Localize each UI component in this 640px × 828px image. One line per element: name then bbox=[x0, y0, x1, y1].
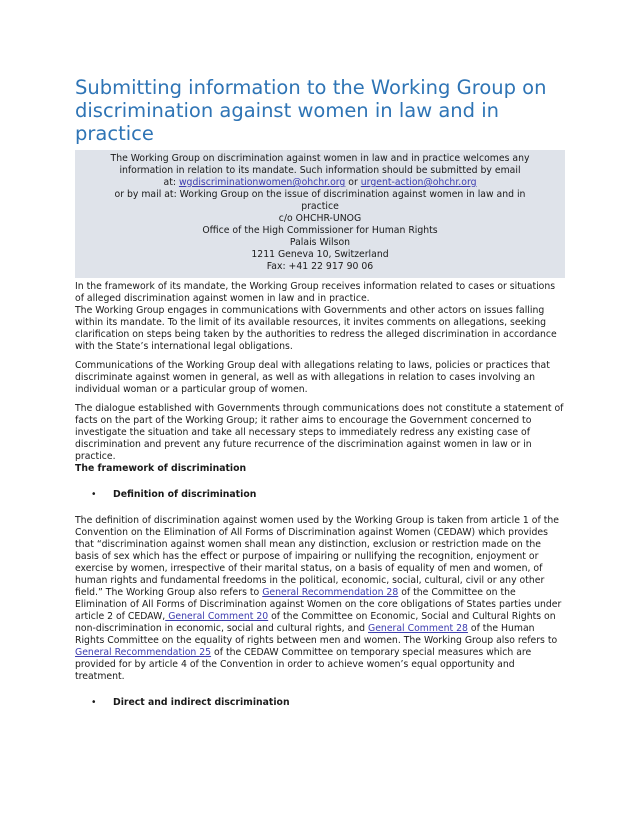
email-link-urgent-action[interactable]: urgent-action@ohchr.org bbox=[360, 177, 477, 188]
section-heading: The framework of discrimination bbox=[75, 463, 247, 474]
general-recommendation-25-link[interactable]: General Recommendation 25 bbox=[75, 647, 212, 658]
bullet-icon: • bbox=[91, 489, 97, 500]
paragraph: The dialogue established with Governments through communications does not constitute a statement of facts on the part of the Working Group; it rather aims to encourage the Government concerned to investigate the situation and take all necessary steps to immediately redress any existing case of discrimination and prevent any future recurrence of the discrimination against women in law or in practice. bbox=[75, 403, 564, 462]
bullet-label: Definition of discrimination bbox=[113, 489, 257, 500]
text-run: of the Committee on Economic, Social and Cultural Rights on non-discrimination in economic, social and cultural rights, and bbox=[75, 611, 556, 634]
contact-email-line bbox=[75, 177, 565, 189]
general-recommendation-28-link[interactable]: General Recommendation 28 bbox=[262, 587, 399, 598]
general-comment-28-link[interactable]: General Comment 28 bbox=[368, 623, 468, 634]
bullet-icon: • bbox=[91, 697, 97, 708]
contact-fax: Fax: +41 22 917 90 06 bbox=[266, 261, 374, 272]
general-comment-20-link[interactable]: General Comment 20 bbox=[165, 611, 269, 622]
document-body bbox=[75, 281, 565, 723]
paragraph: The Working Group engages in communications with Governments and other actors on issues falling within its mandate. To the limit of its available resources, it invites comments on allegations, seeking clarification on steps being taken by the authorities to redress the alleged discrimination in accordance with the State’s international legal obligations. bbox=[75, 305, 557, 352]
contact-line: Office of the High Commissioner for Human Rights bbox=[202, 225, 438, 236]
contact-email-or: or bbox=[345, 177, 361, 188]
contact-line: 1211 Geneva 10, Switzerland bbox=[251, 249, 389, 260]
contact-line: information in relation to its mandate. Such information should be submitted by email bbox=[119, 165, 521, 176]
contact-line: or by mail at: Working Group on the issue of discrimination against women in law and in bbox=[114, 189, 526, 200]
page-title: Submitting information to the Working Group on discrimination against women in law and in practice bbox=[75, 76, 547, 145]
text-run: of the Human Rights Committee on the equality of rights between men and women. The Working Group also refers to bbox=[75, 623, 558, 646]
contact-line: practice bbox=[301, 201, 339, 212]
definition-paragraph bbox=[75, 515, 565, 683]
paragraph: Communications of the Working Group deal with allegations relating to laws, policies or practices that discriminate against women in general, as well as with allegations in relation to cases involving an individual woman or a particular group of women. bbox=[75, 360, 550, 395]
contact-line: Palais Wilson bbox=[289, 237, 351, 248]
text-run: of the Committee on the Elimination of All Forms of Discrimination against Women on the core obligations of States parties under article 2 of CEDAW, bbox=[75, 587, 562, 622]
text-run: of the CEDAW Committee on temporary special measures which are provided for by article 4 of the Convention in order to achieve women’s equal opportunity and treatment. bbox=[75, 647, 532, 682]
text-run: The definition of discrimination against women used by the Working Group is taken from article 1 of the Convention on the Elimination of All Forms of Discrimination against Women (CEDAW) which provides that “discrimination against women shall mean any distinction, exclusion or restriction made on the basis of sex which has the effect or purpose of impairing or nullifying the recognition, enjoyment or exercise by women, irrespective of their marital status, on a basis of equality of men and women, of human rights and fundamental freedoms in the political, economic, social, cultural, civil or any other field.” The Working Group also refers to bbox=[75, 515, 559, 598]
email-link-wg[interactable]: wgdiscriminationwomen@ohchr.org bbox=[178, 177, 346, 188]
bullet-item-definition bbox=[75, 489, 565, 501]
contact-line: c/o OHCHR-UNOG bbox=[278, 213, 362, 224]
paragraph: In the framework of its mandate, the Working Group receives information related to cases or situations of alleged discrimination against women in law and in practice. bbox=[75, 281, 556, 304]
bullet-item-direct-indirect bbox=[75, 697, 565, 709]
contact-email-prefix: at: bbox=[163, 177, 179, 188]
contact-line: The Working Group on discrimination against women in law and in practice welcomes any bbox=[110, 153, 530, 164]
bullet-label: Direct and indirect discrimination bbox=[113, 697, 290, 708]
contact-info-box bbox=[75, 150, 565, 278]
